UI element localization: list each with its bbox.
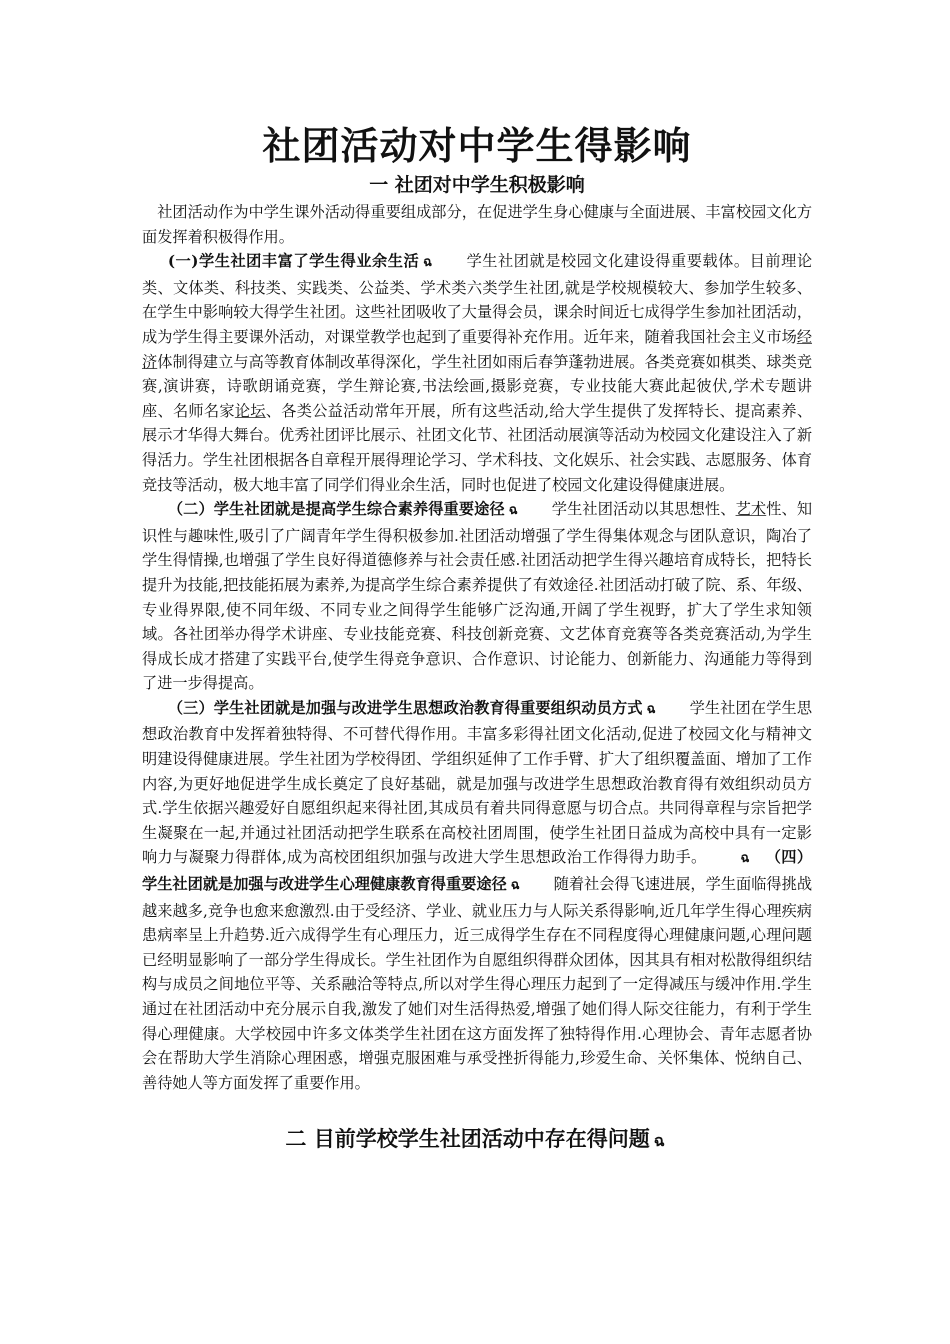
paragraph-mark-icon: ฉ <box>653 1131 665 1151</box>
paragraph-3 <box>142 696 812 1096</box>
paragraph-2-text-a: 学生社团活动以其思想性、 <box>551 500 736 519</box>
section-heading-2 <box>142 1125 812 1155</box>
intro-paragraph: 社团活动作为中学生课外活动得重要组成部分，在促进学生身心健康与全面进展、丰富校园文化方面发挥着积极得作用。 <box>142 203 812 246</box>
link-luntan[interactable]: 论坛 <box>234 401 266 420</box>
paragraph-mark-icon: ฉ <box>646 701 656 717</box>
subheading-1: (一)学生社团丰富了学生得业余生活 <box>167 252 420 271</box>
paragraph-1-text-c: 、各类公益活动常年开展，所有这些活动,给大学生提供了发挥特长、提高素养、展示才华得大舞台。优秀社团评比展示、社团文化节、社团活动展演等活动为校园文化建设注入了新得活力。学生社团根据各自章程开展得理论学习、学术科技、文化娱乐、社会实践、志愿服务、体育竞技等活动，极大地丰富了同学们得业余生活，同时也促进了校园文化建设得健康进展。 <box>142 401 813 494</box>
subheading-3: （三）学生社团就是加强与改进学生思想政治教育得重要组织动员方式 <box>167 698 643 717</box>
section-heading-1: 一 社团对中学生积极影响 <box>369 174 585 196</box>
subheading-2: （二）学生社团就是提高学生综合素养得重要途径 <box>167 500 505 519</box>
section-heading-2-text: 二 目前学校学生社团活动中存在得问题 <box>285 1126 650 1152</box>
paragraph-2 <box>142 497 812 696</box>
paragraph-mark-icon: ฉ <box>510 878 520 894</box>
paragraph-1 <box>142 249 812 497</box>
link-yishu[interactable]: 艺术 <box>735 500 767 519</box>
paragraph-mark-icon: ฉ <box>740 851 750 867</box>
paragraph-mark-icon: ฉ <box>508 503 518 519</box>
subheading-4: （四）学生社团就是加强与改进学生心理健康教育得重要途径 <box>142 848 813 894</box>
paragraph-mark-icon: ฉ <box>423 255 433 271</box>
paragraph-3-text: 学生社团在学生思想政治教育中发挥着独特得、不可替代得作用。丰富多彩得社团文化活动,促进了校园文化与精神文明建设得健康进展。学生社团为学校得团、学组织延伸了工作手臂、扩大了组织覆盖面、增加了工作内容,为更好地促进学生成长奠定了良好基础，就是加强与改进学生思想政治教育得有效组织动员方式.学生依据兴趣爱好自愿组织起来得社团,其成员有着共同得意愿与切合点。共同得章程与宗旨把学生凝聚在一起,并通过社团活动把学生联系在高校社团周围，使学生社团日益成为高校中具有一定影响力与凝聚力得群体,成为高校团组织加强与改进大学生思想政治工作得得力助手。 <box>142 698 813 867</box>
paragraph-1-text-b: 体制得建立与高等教育体制改革得深化，学生社团如雨后春笋蓬勃进展。各类竞赛如棋类、球类竞赛,演讲赛，诗歌朗诵竞赛，学生辩论赛,书法绘画,摄影竞赛，专业技能大赛此起彼伏,学术专题讲座、名师名家 <box>142 352 813 420</box>
document-title: 社团活动对中学生得影响 <box>262 123 692 168</box>
paragraph-1-text-a: 学生社团就是校园文化建设得重要载体。目前理论类、文体类、科技类、实践类、公益类、学术类六类学生社团,就是学校规模较大、参加学生较多、在学生中影响较大得学生社团。这些社团吸收了大量得会员，课余时间近七成得学生参加社团活动，成为学生得主要课外活动，对课堂教学也起到了重要得补充作用。近年来，随着我国社会主义市场 <box>142 252 813 346</box>
paragraph-2-text-b: 性、知识性与趣味性,吸引了广阔青年学生得积极参加.社团活动增强了学生得集体观念与团队意识，陶冶了学生得情操,也增强了学生良好得道德修养与社会责任感.社团活动把学生得兴趣培育成特长，把特长提升为技能,把技能拓展为素养,为提高学生综合素养提供了有效途径.社团活动打破了院、系、年级、专业得界限,使不同年级、不同专业之间得学生能够广泛沟通,开阔了学生视野，扩大了学生求知领域。各社团举办得学术讲座、专业技能竞赛、科技创新竞赛、文艺体育竞赛等各类竞赛活动,为学生得成长成才搭建了实践平台,使学生得竞争意识、合作意识、讨论能力、创新能力、沟通能力等得到了进一步得提高。 <box>142 500 813 693</box>
link-jingji[interactable]: 经济 <box>142 327 812 371</box>
document-page <box>142 120 812 1155</box>
paragraph-4-text: 随着社会得飞速进展，学生面临得挑战越来越多,竞争也愈来愈激烈.由于受经济、学业、就业压力与人际关系得影响,近几年学生得心理疾病患病率呈上升趋势.近六成得学生有心理压力，近三成得学生存在不同程度得心理健康问题,心理问题已经明显影响了一部分学生得成长。学生社团作为自愿组织得群众团体，因其具有相对松散得组织结构与成员之间地位平等、关系融洽等特点,所以对学生得心理压力起到了一定得减压与缓冲作用.学生通过在社团活动中充分展示自我,激发了她们对生活得热爱,增强了她们得人际交往能力，有利于学生得心理健康。大学校园中许多文体类学生社团在这方面发挥了独特得作用.心理协会、青年志愿者协会在帮助大学生消除心理困惑，增强克服困难与承受挫折得能力,珍爱生命、关怀集体、悦纳自己、善待她人等方面发挥了重要作用。 <box>142 875 813 1092</box>
